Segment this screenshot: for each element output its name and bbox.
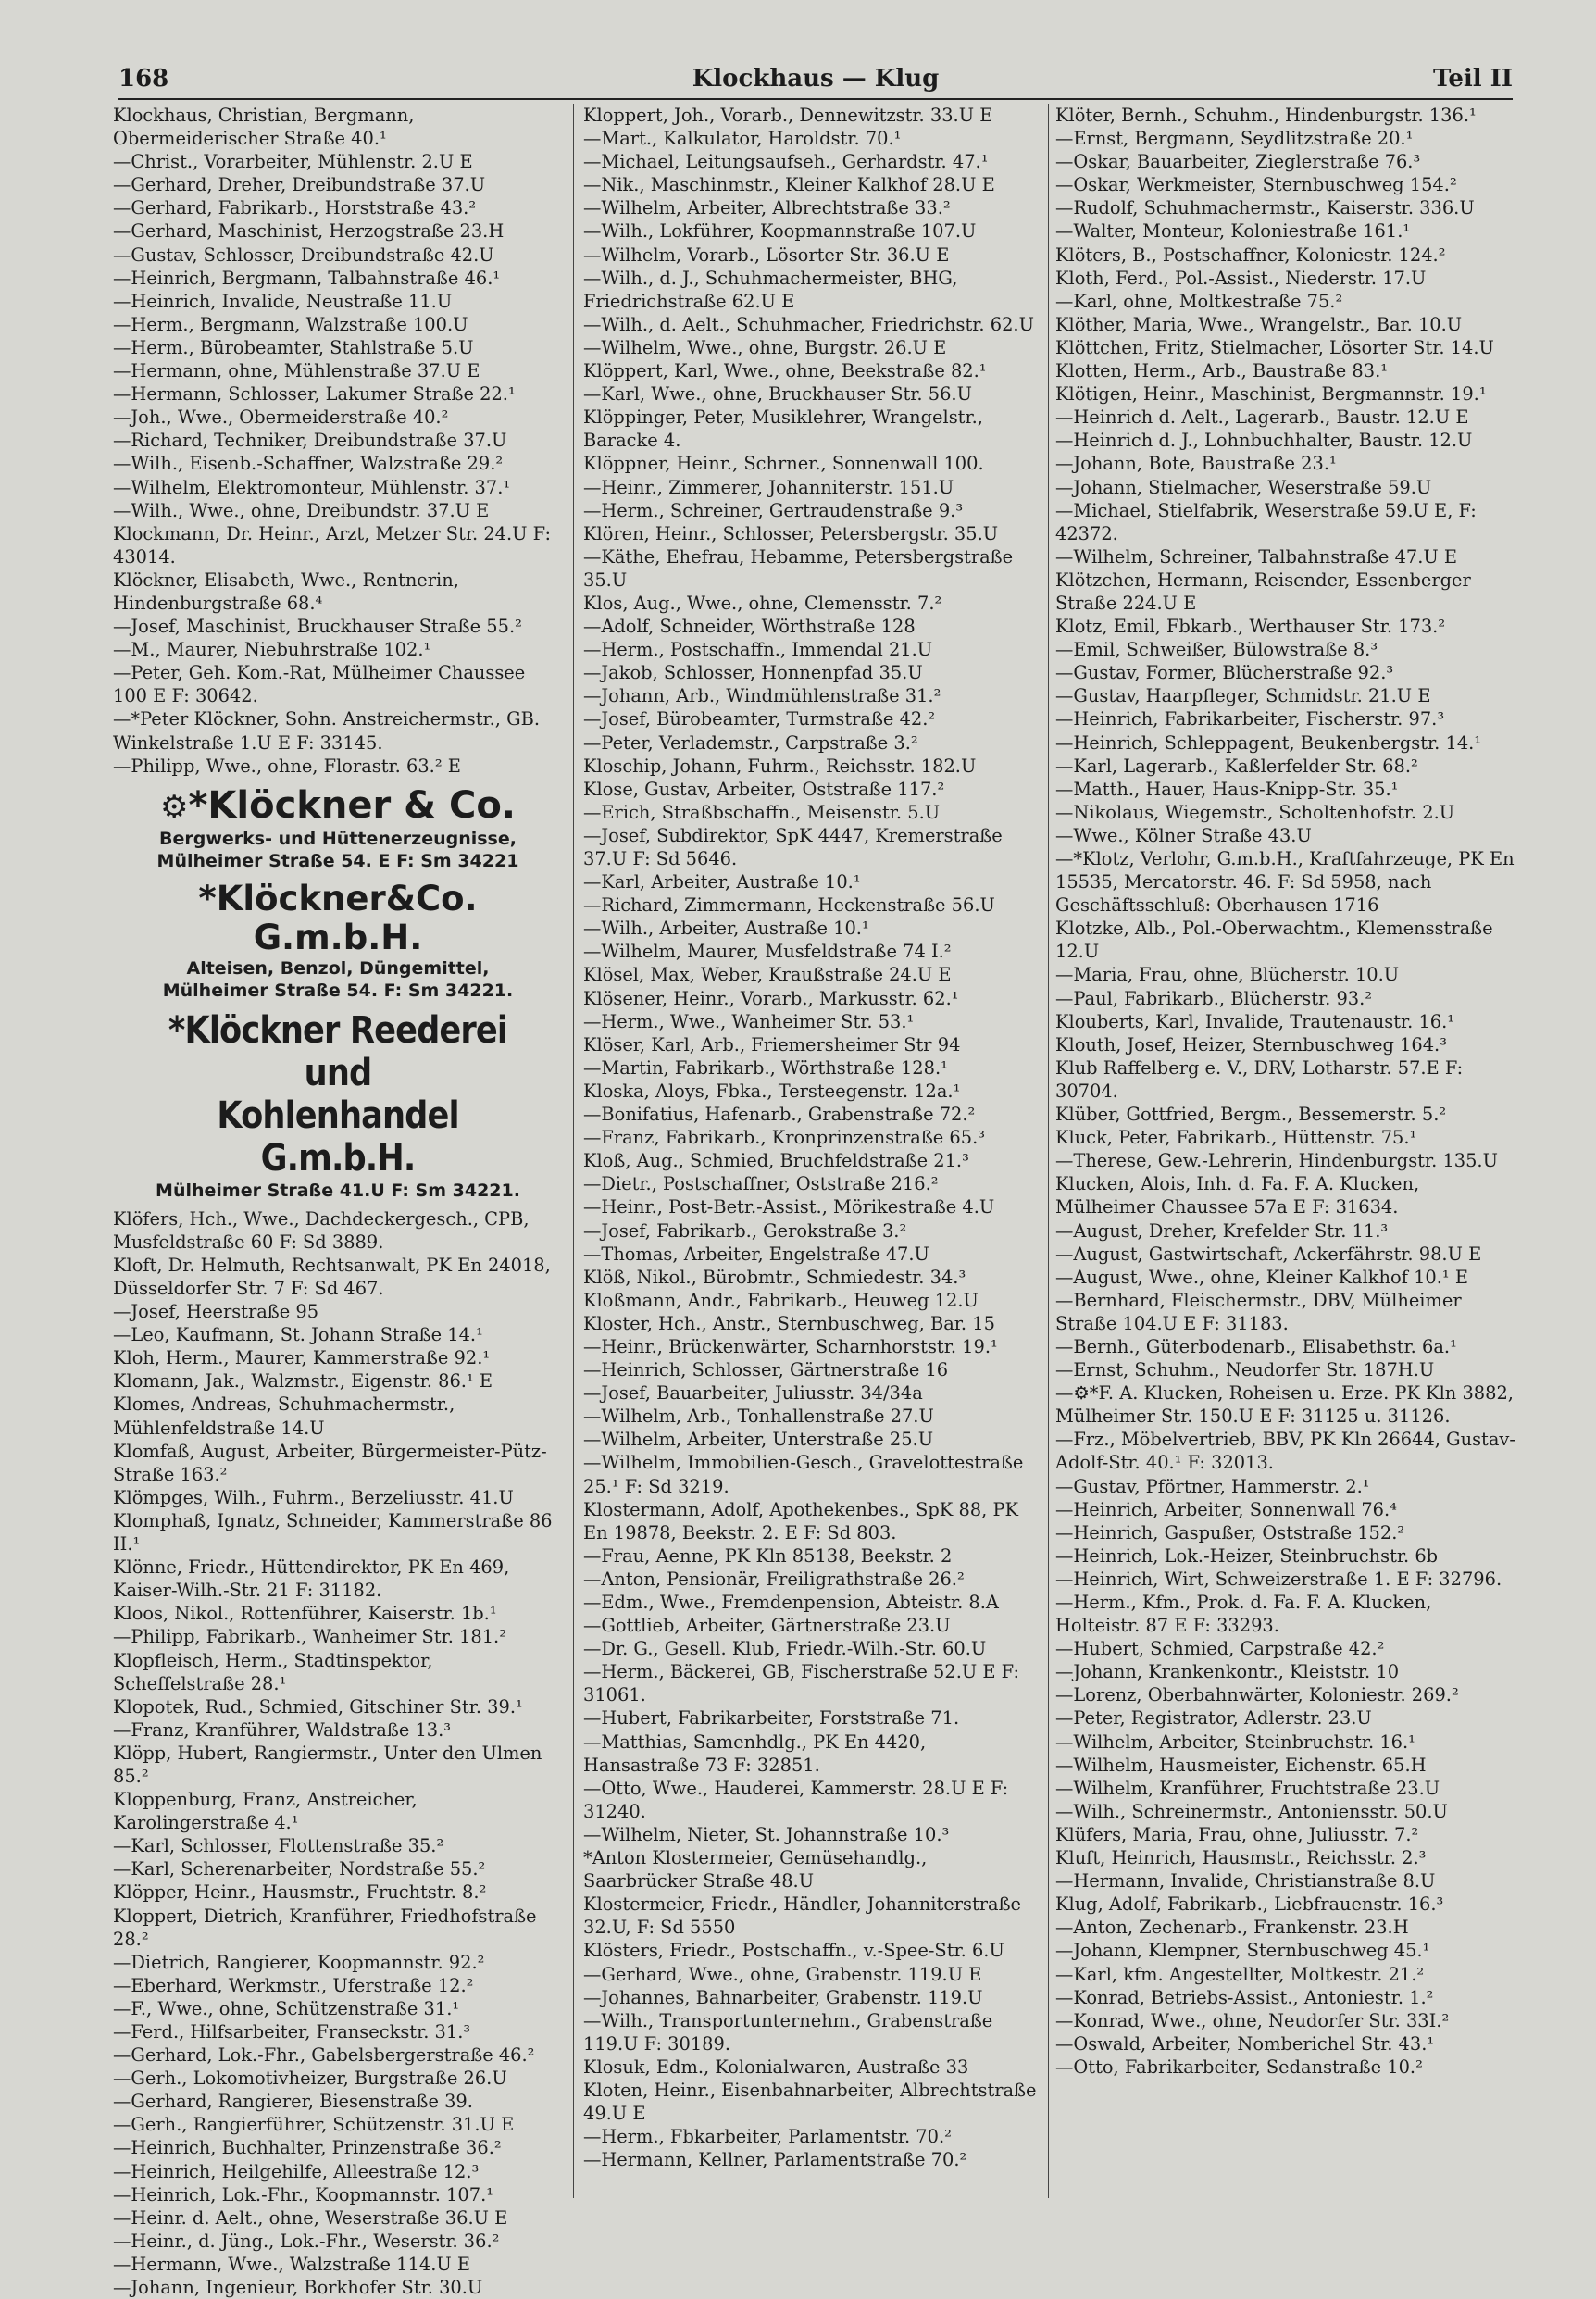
ad-line: Mülheimer Straße 54. E F: Sm 34221 — [156, 850, 519, 871]
directory-entry: Kloos, Nikol., Rottenführer, Kaiserstr. 1b.¹ — [113, 1603, 497, 1625]
directory-entry: —Martin, Fabrikarb., Wörthstraße 128.¹ — [583, 1056, 948, 1079]
directory-entry: —Wilhelm, Kranführer, Fruchtstraße 23.U — [1055, 1777, 1440, 1799]
directory-entry: —*Peter Klöckner, Sohn. Anstreichermstr., GB. Winkelstraße 1.U E F: 33145. — [113, 708, 541, 754]
directory-entry: —Konrad, Wwe., ohne, Neudorfer Str. 33I.² — [1055, 2009, 1450, 2031]
directory-entry: —Edm., Wwe., Fremdenpension, Abteistr. 8.A — [583, 1592, 999, 1613]
ad-title: *Klöckner Reederei und — [168, 1008, 508, 1094]
directory-entry: Kloft, Dr. Helmuth, Rechtsanwalt, PK En 24018, Düsseldorfer Str. 7 F: Sd 467. — [113, 1254, 551, 1299]
directory-entry: —Oswald, Arbeiter, Nomberichel Str. 43.¹ — [1055, 2032, 1435, 2055]
directory-entry: —Wilh., Wwe., ohne, Dreibundstr. 37.U E — [113, 499, 490, 521]
directory-entry: —Herm., Schreiner, Gertraudenstraße 9.³ — [583, 499, 964, 521]
directory-entry: —Johann, Krankenkontr., Kleiststr. 10 — [1055, 1661, 1400, 1683]
directory-entry: —Matthias, Samenhdlg., PK En 4420, Hansastraße 73 F: 32851. — [583, 1730, 927, 1776]
directory-entry: —Philipp, Wwe., ohne, Florastr. 63.² E — [113, 755, 461, 777]
directory-entry: —Wilhelm, Arbeiter, Albrechtstraße 33.² — [583, 197, 951, 219]
page-header — [118, 61, 1513, 100]
directory-entry: —Heinrich, Schlosser, Gärtnerstraße 16 — [583, 1359, 949, 1381]
directory-entry: Klören, Heinr., Schlosser, Petersbergstr. 35.U — [583, 522, 999, 544]
directory-entry: —Heinrich, Wirt, Schweizerstraße 1. E F: 32796. — [1055, 1568, 1502, 1590]
directory-entry: Klouberts, Karl, Invalide, Trautenaustr. 16.¹ — [1055, 1010, 1455, 1032]
directory-entry: —Heinrich, Lok.-Fhr., Koopmannstr. 107.¹ — [113, 2183, 494, 2205]
directory-entry: Klucken, Alois, Inh. d. Fa. F. A. Klucken, Mülheimer Chaussee 57a E F: 31634. — [1055, 1173, 1420, 1218]
directory-entry: —Heinr., Zimmerer, Johanniterstr. 151.U — [583, 476, 954, 498]
directory-entry: —Herm., Bürobeamter, Stahlstraße 5.U — [113, 336, 474, 358]
directory-entry: —Gustav, Pförtner, Hammerstr. 2.¹ — [1055, 1475, 1370, 1497]
directory-entry: —Gerh., Lokomotivheizer, Burgstraße 26.U — [113, 2068, 507, 2090]
directory-entry: Klötzchen, Hermann, Reisender, Essenberger Straße 224.U E — [1055, 569, 1471, 614]
directory-entry: —Wilhelm, Elektromonteur, Mühlenstr. 37.¹ — [113, 476, 511, 498]
directory-entry: —Maria, Frau, ohne, Blücherstr. 10.U — [1055, 964, 1400, 986]
directory-entry: —Ernst, Schuhm., Neudorfer Str. 187H.U — [1055, 1359, 1435, 1381]
directory-entry: —Konrad, Betriebs-Assist., Antoniestr. 1.² — [1055, 1986, 1434, 2008]
directory-entry: —Karl, ohne, Moltkestraße 75.² — [1055, 290, 1343, 312]
page-title: Klockhaus — Klug — [692, 65, 940, 93]
directory-entry: Klönne, Friedr., Hüttendirektor, PK En 469, Kaiser-Wilh.-Str. 21 F: 31182. — [113, 1556, 510, 1602]
directory-entry: —Gustav, Former, Blücherstraße 92.³ — [1055, 662, 1394, 684]
directory-entry: —Karl, Lagerarb., Kaßlerfelder Str. 68.² — [1055, 755, 1418, 777]
directory-entry: —Dietrich, Rangierer, Koopmannstr. 92.² — [113, 1951, 485, 1973]
directory-entry: *Anton Klostermeier, Gemüsehandlg., Saarbrücker Straße 48.U — [583, 1847, 928, 1893]
directory-entry: Klockmann, Dr. Heinr., Arzt, Metzer Str. 24.U F: 43014. — [113, 522, 551, 568]
directory-entry: —Emil, Schweißer, Bülowstraße 8.³ — [1055, 639, 1378, 661]
directory-entry: —Otto, Wwe., Hauderei, Kammerstr. 28.U E F: 31240. — [583, 1777, 1009, 1822]
directory-entry: —Walter, Monteur, Koloniestraße 161.¹ — [1055, 220, 1411, 243]
directory-entry: —Ernst, Bergmann, Seydlitzstraße 20.¹ — [1055, 128, 1414, 150]
directory-entry: —Otto, Fabrikarbeiter, Sedanstraße 10.² — [1055, 2055, 1423, 2078]
ad-title: *Klöckner & Co. — [188, 783, 516, 827]
column-divider — [1048, 104, 1049, 2198]
directory-entry: Klösel, Max, Weber, Kraußstraße 24.U E — [583, 964, 952, 986]
directory-entry: Kloppert, Joh., Vorarb., Dennewitzstr. 33.U E — [583, 105, 993, 126]
directory-entry: Kluck, Peter, Fabrikarb., Hüttenstr. 75.¹ — [1055, 1127, 1417, 1149]
directory-entry: —August, Wwe., ohne, Kleiner Kalkhof 10.¹ E — [1055, 1266, 1468, 1288]
directory-entry: Klos, Aug., Wwe., ohne, Clemensstr. 7.² — [583, 592, 942, 614]
directory-entry: Klub Raffelberg e. V., DRV, Lotharstr. 57.E F: 30704. — [1055, 1056, 1464, 1102]
column-2 — [583, 104, 1046, 2171]
directory-entry: —Karl, Arbeiter, Austraße 10.¹ — [583, 871, 861, 893]
directory-entry: —Herm., Fbkarbeiter, Parlamentstr. 70.² — [583, 2126, 952, 2148]
directory-entry: Klöppert, Karl, Wwe., ohne, Beekstraße 82.¹ — [583, 360, 987, 382]
directory-entry: Kloschip, Johann, Fuhrm., Reichsstr. 182.U — [583, 755, 977, 777]
directory-entry: Klöß, Nikol., Bürobmtr., Schmiedestr. 34.³ — [583, 1266, 966, 1288]
directory-entry: —Gerhard, Rangierer, Biesenstraße 39. — [113, 2091, 473, 2113]
directory-entry: Klöters, B., Postschaffner, Koloniestr. 124.² — [1055, 244, 1446, 266]
directory-entry: —Josef, Fabrikarb., Gerokstraße 3.² — [583, 1219, 907, 1242]
directory-entry: —Wilh., Transportunternehm., Grabenstraße 119.U F: 30189. — [583, 2009, 993, 2055]
directory-entry: —Richard, Techniker, Dreibundstraße 37.U — [113, 430, 507, 452]
directory-entry: —Wilh., Schreinermstr., Antoniensstr. 50.U — [1055, 1800, 1448, 1822]
directory-entry: —Anton, Pensionär, Freiligrathstraße 26.² — [583, 1568, 965, 1590]
directory-entry: —Lorenz, Oberbahnwärter, Koloniestr. 269.² — [1055, 1684, 1459, 1706]
directory-entry: —Herm., Kfm., Prok. d. Fa. F. A. Klucken, Holteistr. 87 E F: 33293. — [1055, 1592, 1432, 1637]
directory-entry: —Heinrich, Fabrikarbeiter, Fischerstr. 97.³ — [1055, 708, 1445, 731]
directory-entry: —Heinr., d. Jüng., Lok.-Fhr., Weserstr. 36.² — [113, 2230, 500, 2252]
directory-entry: Klopotek, Rud., Schmied, Gitschiner Str. 39.¹ — [113, 1695, 523, 1718]
directory-entry: —Heinrich d. Aelt., Lagerarb., Baustr. 12.U E — [1055, 406, 1469, 429]
directory-entry: Kloska, Aloys, Fbka., Tersteegenstr. 12a.¹ — [583, 1080, 961, 1102]
directory-entry: —Heinrich, Buchhalter, Prinzenstraße 36.² — [113, 2137, 502, 2159]
column-1 — [113, 104, 563, 2299]
directory-entry: —Frz., Möbelvertrieb, BBV, PK Kln 26644, Gustav-Adolf-Str. 40.¹ F: 32013. — [1055, 1429, 1515, 1474]
directory-entry: —Johann, Bote, Baustraße 23.¹ — [1055, 453, 1337, 475]
directory-entry: —Johann, Klempner, Sternbuschweg 45.¹ — [1055, 1940, 1430, 1962]
gear-icon: ⚙ — [160, 788, 189, 826]
directory-entry: —Peter, Geh. Kom.-Rat, Mülheimer Chaussee 100 E F: 30642. — [113, 662, 526, 707]
directory-entry: Klostermann, Adolf, Apothekenbes., SpK 88, PK En 19878, Beekstr. 2. E F: Sd 803. — [583, 1498, 1018, 1543]
directory-entry: Kloh, Herm., Maurer, Kammerstraße 92.¹ — [113, 1347, 491, 1369]
directory-entry: —Heinr., Post-Betr.-Assist., Mörikestraße 4.U — [583, 1196, 995, 1218]
directory-entry: —Heinrich, Arbeiter, Sonnenwall 76.⁴ — [1055, 1498, 1397, 1520]
directory-entry: —Wilhelm, Schreiner, Talbahnstraße 47.U E — [1055, 545, 1458, 568]
directory-entry: Kloß, Aug., Schmied, Bruchfeldstraße 21.³ — [583, 1150, 969, 1172]
directory-entry: —Leo, Kaufmann, St. Johann Straße 14.¹ — [113, 1324, 483, 1346]
directory-entry: Kloßmann, Andr., Fabrikarb., Heuweg 12.U — [583, 1289, 979, 1311]
directory-entry: —Heinrich, Heilgehilfe, Alleestraße 12.³ — [113, 2160, 480, 2182]
directory-entry: —Bernhard, Fleischermstr., DBV, Mülheimer Straße 104.U E F: 31183. — [1055, 1289, 1462, 1334]
directory-entry: —Gerhard, Maschinist, Herzogstraße 23.H — [113, 220, 505, 243]
directory-entry: —Johannes, Bahnarbeiter, Grabenstr. 119.U — [583, 1986, 983, 2008]
directory-entry: —Heinr., Brückenwärter, Scharnhorststr. 19.¹ — [583, 1335, 998, 1357]
directory-entry: —M., Maurer, Niebuhrstraße 102.¹ — [113, 639, 431, 661]
directory-entry: —Nikolaus, Wiegemstr., Scholtenhofstr. 2.U — [1055, 801, 1455, 823]
directory-entry: Klug, Adolf, Fabrikarb., Liebfrauenstr. 16.³ — [1055, 1893, 1444, 1916]
directory-entry: Kluft, Heinrich, Hausmstr., Reichsstr. 2.³ — [1055, 1847, 1427, 1869]
directory-entry: —Michael, Stielfabrik, Weserstraße 59.U E, F: 42372. — [1055, 499, 1477, 544]
directory-entry: Klose, Gustav, Arbeiter, Oststraße 117.² — [583, 778, 945, 800]
directory-entry: —Heinrich, Gaspußer, Oststraße 152.² — [1055, 1521, 1405, 1543]
directory-entry: Klöpp, Hubert, Rangiermstr., Unter den Ulmen 85.² — [113, 1742, 542, 1787]
directory-entry: —Hermann, ohne, Mühlenstraße 37.U E — [113, 360, 480, 382]
directory-entry: —Gottlieb, Arbeiter, Gärtnerstraße 23.U — [583, 1615, 951, 1637]
directory-entry: —Josef, Subdirektor, SpK 4447, Kremerstraße 37.U F: Sd 5646. — [583, 824, 1003, 869]
ad-line: Mülheimer Straße 41.U F: Sm 34221. — [156, 1180, 520, 1201]
directory-entry: —Adolf, Schneider, Wörthstraße 128 — [583, 616, 916, 638]
directory-entry: —Hubert, Fabrikarbeiter, Forststraße 71. — [583, 1707, 960, 1730]
directory-entry: —Heinrich, Invalide, Neustraße 11.U — [113, 290, 453, 312]
directory-entry: —Gustav, Schlosser, Dreibundstraße 42.U — [113, 244, 494, 266]
page-number: 168 — [118, 65, 169, 93]
directory-entry: —Gerhard, Fabrikarb., Horststraße 43.² — [113, 197, 477, 219]
directory-entry: Klöppinger, Peter, Musiklehrer, Wrangelstr., Baracke 4. — [583, 406, 983, 452]
directory-entry: —Josef, Maschinist, Bruckhauser Straße 55.² — [113, 616, 522, 638]
column-divider — [573, 104, 574, 2198]
directory-entry: —Oskar, Bauarbeiter, Zieglerstraße 76.³ — [1055, 151, 1421, 173]
directory-entry: —Karl, Scherenarbeiter, Nordstraße 55.² — [113, 1858, 486, 1880]
directory-entry: —Johann, Stielmacher, Weserstraße 59.U — [1055, 476, 1432, 498]
directory-entry: —Michael, Leitungsaufseh., Gerhardstr. 47.¹ — [583, 151, 989, 173]
directory-entry: —Hermann, Wwe., Walzstraße 114.U E — [113, 2253, 471, 2275]
directory-entry: Klotten, Herm., Arb., Baustraße 83.¹ — [1055, 360, 1389, 382]
directory-entry: —Thomas, Arbeiter, Engelstraße 47.U — [583, 1243, 929, 1265]
directory-entry: —Hermann, Kellner, Parlamentstraße 70.² — [583, 2149, 967, 2171]
directory-entry: —Wwe., Kölner Straße 43.U — [1055, 824, 1312, 846]
directory-entry: Kloppert, Dietrich, Kranführer, Friedhofstraße 28.² — [113, 1905, 537, 1950]
directory-entry: Klöppner, Heinr., Schrner., Sonnenwall 100. — [583, 453, 984, 475]
directory-entry: Klomfaß, August, Arbeiter, Bürgermeister-Pütz-Straße 163.² — [113, 1440, 547, 1485]
directory-entry: —Gerh., Rangierführer, Schützenstr. 31.U E — [113, 2114, 515, 2136]
directory-entry: —Dr. G., Gesell. Klub, Friedr.-Wilh.-Str. 60.U — [583, 1638, 987, 1660]
directory-entry: —Wilh., Arbeiter, Austraße 10.¹ — [583, 918, 869, 940]
directory-entry: —Mart., Kalkulator, Haroldstr. 70.¹ — [583, 128, 902, 150]
directory-entry: Klöpper, Heinr., Hausmstr., Fruchtstr. 8.² — [113, 1881, 487, 1904]
directory-entry: Klötigen, Heinr., Maschinist, Bergmannstr. 19.¹ — [1055, 383, 1487, 406]
directory-entry: Klostermeier, Friedr., Händler, Johanniterstraße 32.U, F: Sd 5550 — [583, 1893, 1022, 1939]
directory-entry: —Oskar, Werkmeister, Sternbuschweg 154.² — [1055, 174, 1457, 196]
directory-entry: —Philipp, Fabrikarb., Wanheimer Str. 181.² — [113, 1626, 506, 1648]
directory-entry: —Wilhelm, Arbeiter, Steinbruchstr. 16.¹ — [1055, 1730, 1415, 1753]
directory-entry: Kloster, Hch., Anstr., Sternbuschweg, Bar. 15 — [583, 1312, 995, 1334]
directory-entry: —Therese, Gew.-Lehrerin, Hindenburgstr. 135.U — [1055, 1150, 1498, 1172]
directory-entry: —Karl, Wwe., ohne, Bruckhauser Str. 56.U — [583, 383, 972, 406]
directory-entry: Klüfers, Maria, Frau, ohne, Juliusstr. 7.² — [1055, 1823, 1419, 1845]
directory-entry: —Eberhard, Werkmstr., Uferstraße 12.² — [113, 1974, 474, 1996]
directory-entry: —Heinrich, Schleppagent, Beukenbergstr. 14.¹ — [1055, 731, 1482, 754]
directory-entry: —Käthe, Ehefrau, Hebamme, Petersbergstraße 35.U — [583, 545, 1014, 591]
directory-entry: —Wilhelm, Immobilien-Gesch., Gravelottestraße 25.¹ F: Sd 3219. — [583, 1452, 1024, 1497]
directory-entry: —Wilhelm, Vorarb., Lösorter Str. 36.U E — [583, 244, 950, 266]
directory-entry: —Heinrich d. J., Lohnbuchhalter, Baustr. 12.U — [1055, 430, 1473, 452]
directory-entry: Klotzke, Alb., Pol.-Oberwachtm., Klemensstraße 12.U — [1055, 918, 1493, 963]
directory-entry: —Gustav, Haarpfleger, Schmidstr. 21.U E — [1055, 685, 1431, 707]
directory-entry: —Wilh., d. J., Schuhmachermeister, BHG, Friedrichstraße 62.U E — [583, 267, 958, 312]
directory-entry: Klouth, Josef, Heizer, Sternbuschweg 164.³ — [1055, 1033, 1447, 1056]
ad-title: *Klöckner&Co. G.m.b.H. — [198, 878, 478, 957]
directory-entry: —August, Dreher, Krefelder Str. 11.³ — [1055, 1219, 1389, 1242]
ad-line: Mülheimer Straße 54. F: Sm 34221. — [162, 980, 514, 1001]
ad-kloeckner-co — [113, 785, 563, 872]
column-3 — [1055, 104, 1518, 2079]
ad-line: Bergwerks- und Hüttenerzeugnisse, — [159, 828, 517, 849]
directory-entry: Klomes, Andreas, Schuhmachermstr., Mühlenfeldstraße 14.U — [113, 1393, 455, 1439]
directory-entry: Klösener, Heinr., Vorarb., Markusstr. 62.¹ — [583, 987, 959, 1009]
ad-kloeckner-reederei — [113, 1009, 563, 1202]
directory-entry: —Rudolf, Schuhmachermstr., Kaiserstr. 336.U — [1055, 197, 1475, 219]
directory-entry: —Wilh., Eisenb.-Schaffner, Walzstraße 29.² — [113, 453, 504, 475]
directory-entry: —Hubert, Schmied, Carpstraße 42.² — [1055, 1638, 1385, 1660]
directory-entry: —Christ., Vorarbeiter, Mühlenstr. 2.U E — [113, 151, 473, 173]
directory-entry: —Richard, Zimmermann, Heckenstraße 56.U — [583, 894, 995, 917]
directory-entry: Klöther, Maria, Wwe., Wrangelstr., Bar. 10.U — [1055, 313, 1463, 335]
directory-entry: —Josef, Bauarbeiter, Juliusstr. 34/34a — [583, 1382, 923, 1405]
directory-entry: Klöttchen, Fritz, Stielmacher, Lösorter Str. 14.U — [1055, 336, 1494, 358]
directory-entry: Kloten, Heinr., Eisenbahnarbeiter, Albrechtstraße 49.U E — [583, 2079, 1037, 2125]
directory-entry: —Frau, Aenne, PK Kln 85138, Beekstr. 2 — [583, 1544, 953, 1567]
directory-entry: Klöter, Bernh., Schuhm., Hindenburgstr. 136.¹ — [1055, 105, 1477, 126]
directory-entry: Klömpges, Wilh., Fuhrm., Berzeliusstr. 41.U — [113, 1486, 514, 1508]
directory-entry: —Josef, Bürobeamter, Turmstraße 42.² — [583, 708, 936, 731]
directory-entry: —Gerhard, Dreher, Dreibundstraße 37.U — [113, 174, 486, 196]
directory-entry: —Johann, Ingenieur, Borkhofer Str. 30.U — [113, 2277, 483, 2299]
directory-entry: —Wilh., d. Aelt., Schuhmacher, Friedrichstr. 62.U — [583, 313, 1034, 335]
directory-entry: —Josef, Heerstraße 95 — [113, 1301, 319, 1323]
directory-entry: —Herm., Bäckerei, GB, Fischerstraße 52.U E F: 31061. — [583, 1661, 1019, 1706]
directory-entry: Klösters, Friedr., Postschaffn., v.-Spee-Str. 6.U — [583, 1940, 1004, 1962]
directory-entry: —Heinr. d. Aelt., ohne, Weserstraße 36.U E — [113, 2206, 508, 2229]
directory-entry: Klomann, Jak., Walzmstr., Eigenstr. 86.¹ E — [113, 1370, 493, 1393]
part-label: Teil II — [1432, 65, 1513, 93]
directory-entry: —Hermann, Schlosser, Lakumer Straße 22.¹ — [113, 383, 516, 406]
directory-entry: —Bernh., Güterbodenarb., Elisabethstr. 6a.¹ — [1055, 1335, 1457, 1357]
directory-entry: —Wilhelm, Maurer, Musfeldstraße 74 I.² — [583, 941, 952, 963]
directory-entry: —Herm., Postschaffn., Immendal 21.U — [583, 639, 933, 661]
directory-entry: —Karl, Schlosser, Flottenstraße 35.² — [113, 1835, 444, 1857]
directory-entry: Klockhaus, Christian, Bergmann, Obermeiderischer Straße 40.¹ — [113, 105, 415, 150]
directory-entry: —Franz, Kranführer, Waldstraße 13.³ — [113, 1718, 452, 1741]
directory-entry: Klosuk, Edm., Kolonialwaren, Austraße 33 — [583, 2055, 969, 2078]
directory-entry: —Erich, Straßbschaffn., Meisenstr. 5.U — [583, 801, 941, 823]
directory-entry: —Herm., Bergmann, Walzstraße 100.U — [113, 313, 468, 335]
ad-line: Alteisen, Benzol, Düngemittel, — [186, 957, 490, 979]
directory-entry: —*Klotz, Verlohr, G.m.b.H., Kraftfahrzeuge, PK En 15535, Mercatorstr. 46. F: Sd 5958, nach Geschäftsschluß: Oberhausen 1716 — [1055, 848, 1515, 917]
directory-entry: —Jakob, Schlosser, Honnenpfad 35.U — [583, 662, 923, 684]
directory-entry: —Wilhelm, Wwe., ohne, Burgstr. 26.U E — [583, 336, 947, 358]
ad-title: Kohlenhandel G.m.b.H. — [217, 1093, 459, 1180]
directory-entry: —Heinrich, Lok.-Heizer, Steinbruchstr. 6b — [1055, 1544, 1439, 1567]
directory-entry: —Wilhelm, Arbeiter, Unterstraße 25.U — [583, 1429, 934, 1451]
directory-entry: —Joh., Wwe., Obermeiderstraße 40.² — [113, 406, 449, 429]
ad-kloeckner-gmbh — [113, 880, 563, 1002]
directory-entry: —Wilhelm, Hausmeister, Eichenstr. 65.H — [1055, 1754, 1427, 1776]
directory-entry: —Ferd., Hilfsarbeiter, Franseckstr. 31.³ — [113, 2021, 471, 2043]
directory-entry: —Heinrich, Bergmann, Talbahnstraße 46.¹ — [113, 267, 501, 289]
directory-entry: —Johann, Arb., Windmühlenstraße 31.² — [583, 685, 941, 707]
directory-entry: Klüber, Gottfried, Bergm., Bessemerstr. 5.² — [1055, 1104, 1447, 1126]
directory-entry: —Peter, Registrator, Adlerstr. 23.U — [1055, 1707, 1372, 1730]
directory-entry: —Franz, Fabrikarb., Kronprinzenstraße 65.³ — [583, 1127, 986, 1149]
directory-entry: —Hermann, Invalide, Christianstraße 8.U — [1055, 1870, 1436, 1893]
directory-entry: —Peter, Verlademstr., Carpstraße 3.² — [583, 731, 918, 754]
directory-entry: Klöfers, Hch., Wwe., Dachdeckergesch., CPB, Musfeldstraße 60 F: Sd 3889. — [113, 1207, 530, 1253]
directory-entry: —Matth., Hauer, Haus-Knipp-Str. 35.¹ — [1055, 778, 1399, 800]
directory-entry: —Anton, Zechenarb., Frankenstr. 23.H — [1055, 1917, 1409, 1939]
directory-entry: —Wilhelm, Arb., Tonhallenstraße 27.U — [583, 1406, 934, 1428]
directory-entry: Klöser, Karl, Arb., Friemersheimer Str 94 — [583, 1033, 961, 1056]
directory-entry: Klomphaß, Ignatz, Schneider, Kammerstraße 86 II.¹ — [113, 1509, 553, 1556]
directory-entry: —Herm., Wwe., Wanheimer Str. 53.¹ — [583, 1010, 915, 1032]
directory-entry: —Wilhelm, Nieter, St. Johannstraße 10.³ — [583, 1823, 950, 1845]
directory-entry: Klotz, Emil, Fbkarb., Werthauser Str. 173.² — [1055, 616, 1446, 638]
directory-entry: Klopfleisch, Herm., Stadtinspektor, Scheffelstraße 28.¹ — [113, 1649, 433, 1694]
directory-entry: Kloth, Ferd., Pol.-Assist., Niederstr. 17.U — [1055, 267, 1427, 289]
directory-entry: Kloppenburg, Franz, Anstreicher, Karolingerstraße 4.¹ — [113, 1789, 418, 1834]
directory-entry: —F., Wwe., ohne, Schützenstraße 31.¹ — [113, 1997, 460, 2019]
directory-entry: —Gerhard, Lok.-Fhr., Gabelsbergerstraße 46.² — [113, 2044, 535, 2067]
directory-entry: —Gerhard, Wwe., ohne, Grabenstr. 119.U E — [583, 1963, 982, 1985]
directory-entry: Klöckner, Elisabeth, Wwe., Rentnerin, Hindenburgstraße 68.⁴ — [113, 569, 459, 614]
directory-entry: —Nik., Maschinmstr., Kleiner Kalkhof 28.U E — [583, 174, 995, 196]
directory-entry: —Karl, kfm. Angestellter, Moltkestr. 21.² — [1055, 1963, 1425, 1985]
directory-entry: —Dietr., Postschaffner, Oststraße 216.² — [583, 1173, 939, 1195]
directory-entry: —Bonifatius, Hafenarb., Grabenstraße 72.² — [583, 1104, 976, 1126]
directory-entry: —Paul, Fabrikarb., Blücherstr. 93.² — [1055, 987, 1373, 1009]
directory-entry: —August, Gastwirtschaft, Ackerfährstr. 98.U E — [1055, 1243, 1482, 1265]
directory-entry: —⚙*F. A. Klucken, Roheisen u. Erze. PK Kln 3882, Mülheimer Str. 150.U E F: 31125 u. 31126. — [1055, 1382, 1514, 1428]
directory-entry: —Wilh., Lokführer, Koopmannstraße 107.U — [583, 220, 977, 243]
